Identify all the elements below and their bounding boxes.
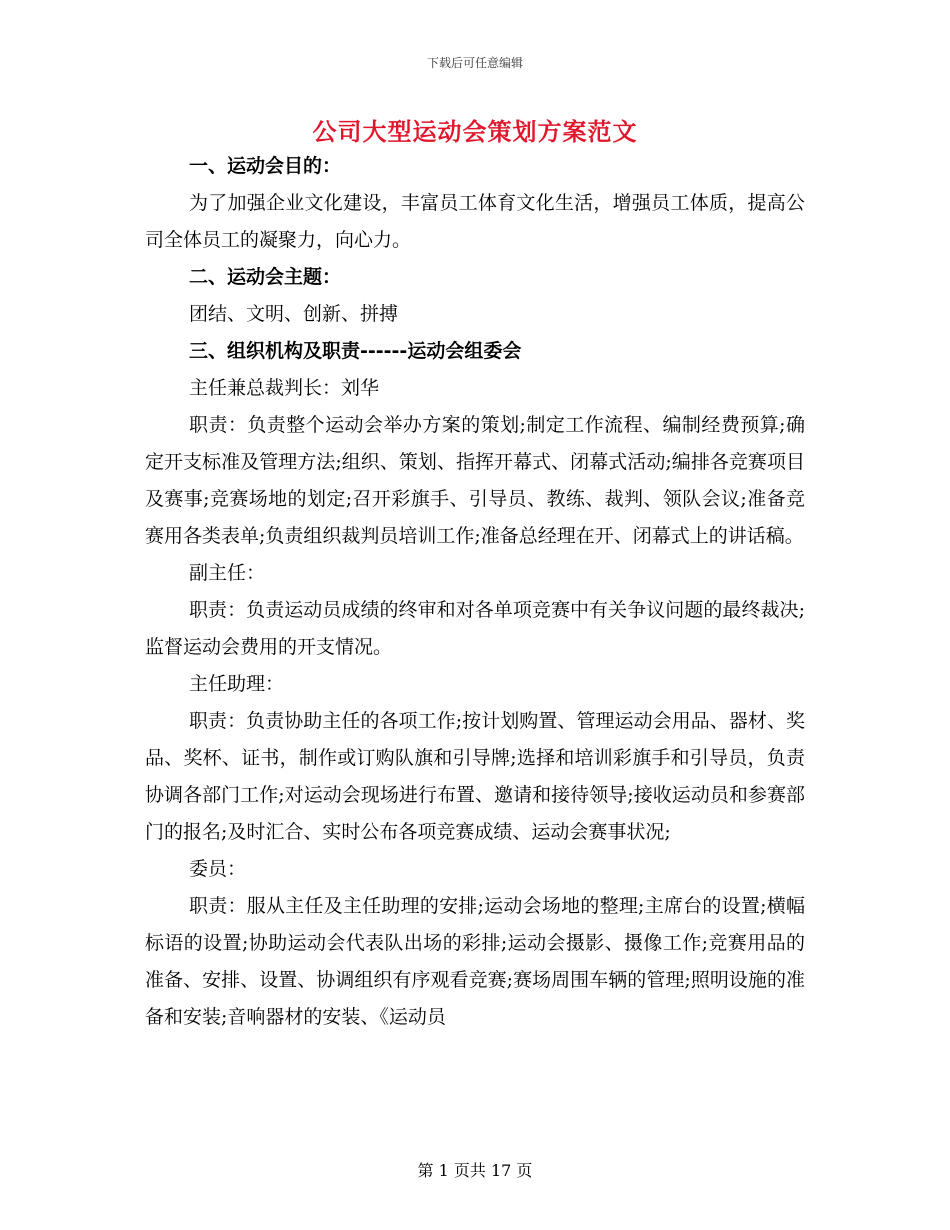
paragraph-members: 委员： bbox=[189, 858, 247, 880]
paragraph-deputy-director: 副主任： bbox=[189, 562, 266, 584]
section-heading-organization: 三、组织机构及职责------运动会组委会 bbox=[189, 340, 522, 362]
paragraph-assistant-duties: 职责：负责协助主任的各项工作;按计划购置、管理运动会用品、器材、奖品、奖杯、证书，制作或订购队旗和引导牌;选择和培训彩旗手和引导员，负责协调各部门工作;对运动会现场进行布置、邀请和接待领导;接收运动员和参赛部门的报名;及时汇合、实时公布各项竞赛成绩、运动会赛事状况; bbox=[145, 710, 805, 843]
paragraph-assistant: 主任助理： bbox=[189, 673, 285, 695]
paragraph-director-duties: 职责：负责整个运动会举办方案的策划;制定工作流程、编制经费预算;确定开支标准及管理方法;组织、策划、指挥开幕式、闭幕式活动;编排各竞赛项目及赛事;竞赛场地的划定;召开彩旗手、引导员、教练、裁判、领队会议;准备竞赛用各类表单;负责组织裁判员培训工作;准备总经理在开、闭幕式上的讲话稿。 bbox=[145, 414, 805, 547]
paragraph-deputy-duties: 职责：负责运动员成绩的终审和对各单项竞赛中有关争议问题的最终裁决;监督运动会费用的开支情况。 bbox=[145, 599, 805, 658]
paragraph-purpose: 为了加强企业文化建设，丰富员工体育文化生活，增强员工体质，提高公司全体员工的凝聚力，向心力。 bbox=[145, 192, 805, 251]
document-body bbox=[145, 148, 805, 1036]
paragraph-members-duties: 职责：服从主任及主任助理的安排;运动会场地的整理;主席台的设置;横幅标语的设置;协助运动会代表队出场的彩排;运动会摄影、摄像工作;竞赛用品的准备、安排、设置、协调组织有序观看竞赛;赛场周围车辆的管理;照明设施的准备和安装;音响器材的安装、《运动员 bbox=[145, 895, 805, 1028]
paragraph-director: 主任兼总裁判长：刘华 bbox=[189, 377, 380, 399]
section-heading-purpose: 一、运动会目的： bbox=[189, 155, 342, 177]
section-heading-theme: 二、运动会主题： bbox=[189, 266, 342, 288]
paragraph-theme: 团结、文明、创新、拼搏 bbox=[189, 303, 399, 325]
page-footer: 第 1 页共 17 页 bbox=[417, 1161, 533, 1180]
header-note: 下载后可任意编辑 bbox=[426, 56, 523, 70]
document-title: 公司大型运动会策划方案范文 bbox=[312, 118, 638, 146]
